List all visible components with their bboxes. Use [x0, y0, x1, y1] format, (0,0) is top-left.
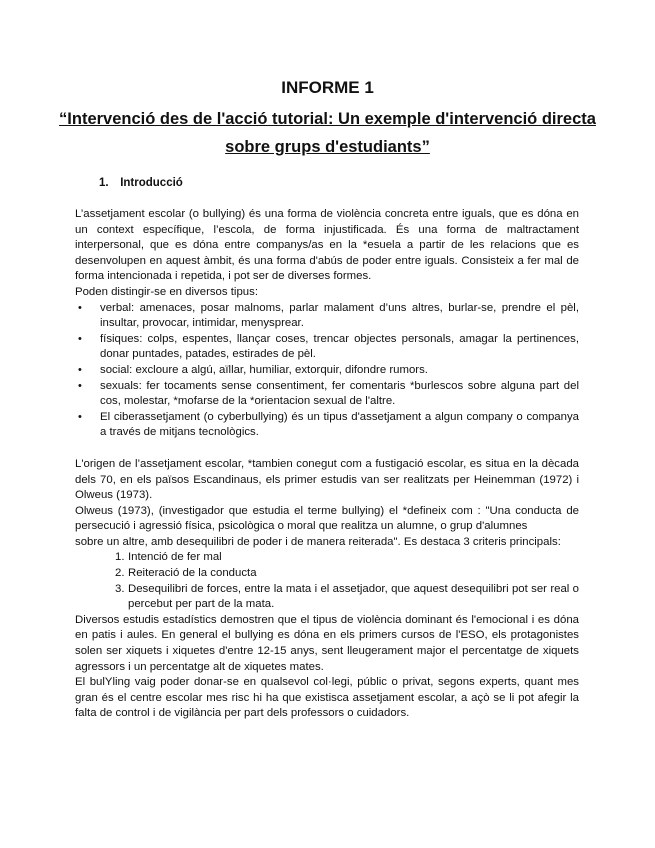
types-intro: Poden distingir-se en diversos tipus:: [75, 285, 258, 298]
paragraph-definition: L’assetjament escolar (o bullying) és una forma de violència concreta entre iguals, que es dóna en un context específique, l’escola, de forma injustificada. És una forma de maltractament interpersonal, que es dóna entre companys/as en la *esuela a partir de les relacions que es desenvolupen en aquest àmbit, és una forma d'abús de poder entre iguals. Consisteix a fer mal de forma intencionada i repetida, i pot ser de diverses formes.: [75, 208, 579, 283]
types-list: [75, 301, 579, 441]
body-text: [75, 207, 579, 722]
paragraph-schools: El bulYling vaig poder donar-se en qualsevol col·legi, públic o privat, segons experts, quant mes gran és el centre escolar mes risc hi ha que existisca assetjament escolar, a açò se li pot afegir la falta de control i de vigilància per part dels professors o cuidadors.: [75, 676, 579, 720]
paragraph-olweus: Olweus (1973), (investigador que estudia el terme bullying) el *defineix com : "Una conducta de persecució i agressió física, psicològica o moral que realitza un alumne, o grup d'alumnes: [75, 504, 579, 533]
list-item: • físiques: colps, espentes, llançar coses, trencar objectes personals, amagar la pertinences, donar puntades, patades, estirades de pèl.: [75, 332, 579, 363]
list-item: 3. Desequilibri de forces, entre la mata i el assetjador, que aquest desequilibri pot ser real o percebut per part de la mata.: [115, 582, 579, 611]
paragraph-statistics: Diversos estudis estadístics demostren que el tipus de violència dominant és l'emocional i es dóna en patis i aules. En general el bullying es dóna en els primers cursos de l'ESO, els protagonistes solen ser xiquets i xiquetes d'entre 12-15 anys, sent lleugerament major el percentatge de xiquets agressors i un percentatge alt de xiquetes mates.: [75, 613, 579, 673]
list-item: • sexuals: fer tocaments sense consentiment, fer comentaris *burlescos sobre alguna part del cos, molestar, *mofarse de la *orientacion sexual de l'altre.: [75, 379, 579, 410]
report-title: INFORME 1: [281, 78, 374, 97]
paragraph-olweus-cont: sobre un altre, amb desequilibri de poder i de manera reiterada". Es destaca 3 criteris principals:: [75, 535, 561, 548]
list-item: 2. Reiteració de la conducta: [115, 567, 257, 580]
list-item: • social: excloure a algú, aïllar, humiliar, extorquir, difondre rumors.: [75, 363, 579, 379]
spacer: [75, 441, 579, 457]
list-item: 1. Intenció de fer mal: [115, 551, 222, 564]
section-title: Introducció: [120, 177, 183, 189]
list-item: • El ciberassetjament (o cyberbullying) és un tipus d'assetjament a algun company o companya a través de mitjans tecnològics.: [75, 410, 579, 441]
criteria-list: [75, 550, 579, 612]
section-heading: [99, 177, 183, 189]
paragraph-origin: L'origen de l’assetjament escolar, *tambien conegut com a fustigació escolar, es situa en la dècada dels 70, en els països Escandinaus, els primer estudis van ser realitzats per Heinemman (1972) i Olweus (1973).: [75, 457, 579, 502]
section-number: 1.: [99, 177, 109, 189]
report-subtitle: “Intervenció des de l'acció tutorial: Un exemple d'intervenció directa sobre grups d'estudiants”: [59, 110, 596, 156]
list-item: • verbal: amenaces, posar malnoms, parlar malament d’uns altres, burlar-se, prendre el pèl, insultar, provocar, intimidar, menysprear.: [75, 301, 579, 332]
